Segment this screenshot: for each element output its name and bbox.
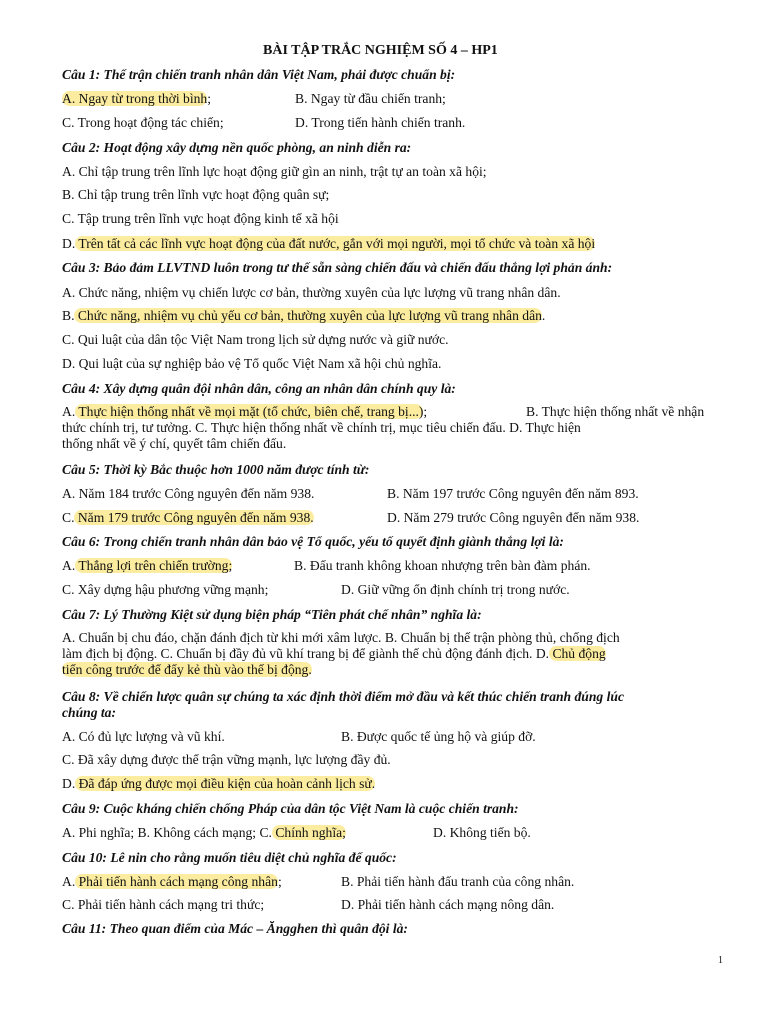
document-title: BÀI TẬP TRẮC NGHIỆM SỐ 4 – HP1	[263, 43, 498, 58]
question-4-option-b: B. Thực hiện thống nhất về nhận	[526, 404, 705, 419]
question-3-stem: Câu 3: Bảo đảm LLVTND luôn trong tư thế sẵn sàng chiến đấu và chiến đấu thắng lợi phản ánh:	[62, 260, 613, 275]
question-4-line-2: thức chính trị, tư tưởng. C. Thực hiện thống nhất về chính trị, mục tiêu chiến đấu. D. Thực hiện	[62, 420, 581, 435]
highlight: A. Ngay từ trong thời bình	[62, 91, 208, 106]
question-10-option-c: C. Phải tiến hành cách mạng tri thức;	[62, 897, 265, 912]
question-1-option-b: B. Ngay từ đầu chiến tranh;	[295, 91, 446, 106]
question-11-stem: Câu 11: Theo quan điểm của Mác – Ăngghen thì quân đội là:	[62, 921, 408, 936]
question-8-stem-line-1: Câu 8: Về chiến lược quân sự chúng ta xác định thời điểm mở đầu và kết thúc chiến tranh đúng lúc	[62, 689, 624, 704]
question-10-stem: Câu 10: Lê nin cho rằng muốn tiêu diệt chủ nghĩa đế quốc:	[62, 850, 397, 865]
question-2-option-a: A. Chỉ tập trung trên lĩnh lực hoạt động giữ gìn an ninh, trật tự an toàn xã hội;	[62, 164, 487, 179]
question-9-stem: Câu 9: Cuộc kháng chiến chống Pháp của dân tộc Việt Nam là cuộc chiến tranh:	[62, 801, 519, 816]
question-7-line-3	[62, 661, 312, 678]
question-2-stem: Câu 2: Hoạt động xây dựng nền quốc phòng, an ninh diễn ra:	[62, 140, 412, 155]
question-7-stem: Câu 7: Lý Thường Kiệt sử dụng biện pháp “Tiên phát chế nhân” nghĩa là:	[62, 607, 482, 622]
question-8-option-b: B. Được quốc tế ủng hộ và giúp đỡ.	[341, 729, 536, 744]
question-10-option-d: D. Phải tiến hành cách mạng nông dân.	[341, 897, 555, 912]
question-3-option-a: A. Chức năng, nhiệm vụ chiến lược cơ bản, thường xuyên của lực lượng vũ trang nhân dân.	[62, 285, 561, 300]
question-1-option-c: C. Trong hoạt động tác chiến;	[62, 115, 224, 130]
question-10-option-a: A. Phải tiến hành cách mạng công nhân;	[62, 874, 282, 889]
highlight: Thắng lợi trên chiến trường;	[75, 558, 233, 573]
question-4-option-a: A. Thực hiện thống nhất về mọi mặt (tổ chức, biên chế, trang bị...);	[62, 404, 428, 419]
question-6-option-b: B. Đấu tranh không khoan nhượng trên bàn đàm phán.	[294, 558, 591, 573]
highlight: Phải tiến hành cách mạng công nhân	[75, 874, 278, 889]
highlight: Đã đáp ứng được mọi điều kiện của hoàn cảnh lịch sử.	[75, 776, 376, 791]
highlight: Chính nghĩa;	[271, 825, 346, 840]
question-7-line-2: làm địch bị động. C. Chuẩn bị đầy đủ vũ khí trang bị để giành thế chủ động đánh địch. D. Chủ động	[62, 646, 606, 661]
question-5-option-b: B. Năm 197 trước Công nguyên đến năm 893.	[387, 486, 639, 501]
question-2-option-b: B. Chỉ tập trung trên lĩnh vực hoạt động quân sự;	[62, 187, 330, 202]
question-8-option-a: A. Có đủ lực lượng và vũ khí.	[62, 729, 225, 744]
question-6-option-a: A. Thắng lợi trên chiến trường;	[62, 558, 233, 573]
question-3-option-d: D. Qui luật của sự nghiệp bảo vệ Tổ quốc Việt Nam xã hội chủ nghĩa.	[62, 356, 442, 371]
question-2-option-d: D. Trên tất cả các lĩnh vực hoạt động của đất nước, gắn với mọi người, mọi tổ chức và toàn xã hội	[62, 236, 596, 251]
question-6-option-d: D. Giữ vững ổn định chính trị trong nước.	[341, 582, 570, 597]
highlight: tiến công trước để đẩy kẻ thù vào thế bị động.	[62, 662, 312, 677]
highlight: Năm 179 trước Công nguyên đến năm 938.	[74, 510, 314, 525]
question-3-option-b: B. Chức năng, nhiệm vụ chủ yếu cơ bản, thường xuyên của lực lượng vũ trang nhân dân.	[62, 308, 546, 323]
question-5-option-d: D. Năm 279 trước Công nguyên đến năm 938.	[387, 510, 640, 525]
question-1-option-a: A. Ngay từ trong thời bình;	[62, 91, 211, 106]
highlight: Chức năng, nhiệm vụ chủ yếu cơ bản, thường xuyên của lực lượng vũ trang nhân dân	[74, 308, 542, 323]
question-8-option-d: D. Đã đáp ứng được mọi điều kiện của hoàn cảnh lịch sử.	[62, 776, 376, 791]
question-4-stem: Câu 4: Xây dựng quân đội nhân dân, công an nhân dân chính quy là:	[62, 381, 456, 396]
question-8-stem-line-2: chúng ta:	[62, 705, 117, 720]
question-2-option-c: C. Tập trung trên lĩnh vực hoạt động kinh tế xã hội	[62, 211, 339, 226]
question-5-option-c: C. Năm 179 trước Công nguyên đến năm 938.	[62, 510, 314, 525]
question-9-option-d: D. Không tiến bộ.	[433, 825, 531, 840]
question-6-option-c: C. Xây dựng hậu phương vững mạnh;	[62, 582, 269, 597]
question-6-stem: Câu 6: Trong chiến tranh nhân dân bảo vệ Tổ quốc, yếu tố quyết định giành thắng lợi là:	[62, 534, 564, 549]
question-7-line-1: A. Chuẩn bị chu đáo, chặn đánh địch từ khi mới xâm lược. B. Chuẩn bị thế trận phòng thủ, chống địch	[62, 630, 620, 645]
question-8-option-c: C. Đã xây dựng được thế trận vững mạnh, lực lượng đầy đủ.	[62, 752, 391, 767]
question-3-option-c: C. Qui luật của dân tộc Việt Nam trong lịch sử dựng nước và giữ nước.	[62, 332, 449, 347]
highlight: Thực hiện thống nhất về mọi mặt (tổ chức, biên chế, trang bị...)	[75, 404, 424, 419]
question-9-options-a-b-c: A. Phi nghĩa; B. Không cách mạng; C. Chính nghĩa;	[62, 825, 346, 840]
question-1-stem: Câu 1: Thế trận chiến tranh nhân dân Việt Nam, phải được chuẩn bị:	[62, 67, 456, 82]
question-5-stem: Câu 5: Thời kỳ Bắc thuộc hơn 1000 năm được tính từ:	[62, 462, 370, 477]
page-number: 1	[718, 955, 723, 966]
question-1-option-d: D. Trong tiến hành chiến tranh.	[295, 115, 466, 130]
question-10-option-b: B. Phải tiến hành đấu tranh của công nhân.	[341, 874, 575, 889]
highlight: Chủ động	[549, 646, 606, 661]
question-5-option-a: A. Năm 184 trước Công nguyên đến năm 938.	[62, 486, 315, 501]
question-4-line-3: thống nhất về ý chí, quyết tâm chiến đấu.	[62, 436, 287, 451]
highlight: Trên tất cả các lĩnh vực hoạt động của đất nước, gắn với mọi người, mọi tổ chức và toàn xã hội	[75, 236, 596, 251]
